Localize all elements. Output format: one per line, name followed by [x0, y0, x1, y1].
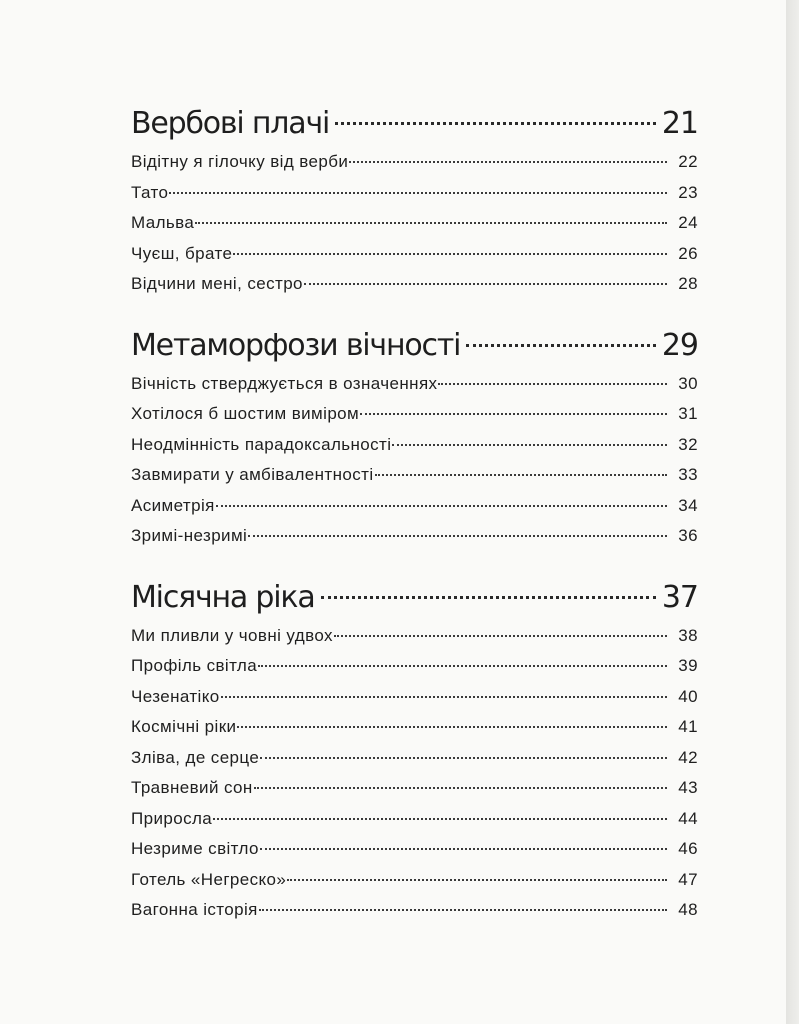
dot-leader	[259, 909, 667, 911]
section-header[interactable]	[131, 322, 698, 369]
entry-title: Тато	[131, 182, 169, 202]
dot-leader	[321, 596, 656, 599]
dot-leader	[213, 818, 667, 820]
entry-page-number: 48	[678, 900, 698, 919]
section-title: Місячна ріка	[131, 579, 315, 615]
entry-page-number: 39	[678, 656, 698, 675]
toc-entry[interactable]	[131, 773, 698, 804]
toc-entry[interactable]	[131, 682, 698, 713]
toc-entry[interactable]	[131, 460, 698, 491]
toc-entry[interactable]	[131, 147, 698, 178]
table-of-contents	[131, 100, 698, 948]
toc-entry[interactable]	[131, 178, 698, 209]
section-header[interactable]	[131, 574, 698, 621]
toc-entry[interactable]	[131, 865, 698, 896]
toc-entry[interactable]	[131, 369, 698, 400]
entry-title: Космічні ріки	[131, 717, 237, 736]
dot-leader	[335, 122, 656, 125]
entry-page-number: 38	[678, 625, 698, 645]
dot-leader	[392, 444, 667, 446]
entry-page-number: 28	[678, 274, 698, 293]
dot-leader	[248, 535, 667, 537]
section-title-wrap	[131, 574, 315, 626]
entry-title: Зліва, де серце	[131, 747, 260, 767]
section-title: Вербові плачі	[131, 106, 330, 141]
dot-leader	[304, 283, 667, 285]
dot-leader	[438, 383, 667, 385]
dot-leader	[216, 505, 667, 507]
section-page-number: 21	[661, 106, 698, 141]
toc-entry[interactable]	[131, 521, 698, 552]
section-page-number: 37	[661, 579, 698, 615]
toc-entry[interactable]	[131, 895, 698, 926]
entry-page-number: 36	[678, 526, 698, 545]
dot-leader	[258, 665, 667, 667]
dot-leader	[334, 635, 667, 637]
entry-page-number: 47	[678, 869, 698, 889]
entry-title: Ми пливли у човні удвох	[131, 625, 333, 645]
section-header[interactable]	[131, 100, 698, 147]
section-title-wrap	[131, 100, 329, 152]
dot-leader	[287, 879, 667, 881]
entry-title: Асиметрія	[131, 495, 215, 515]
toc-entry[interactable]	[131, 834, 698, 865]
toc-section	[131, 574, 698, 926]
entry-title: Вічність стверджується в означеннях	[131, 373, 438, 393]
entry-page-number: 32	[678, 434, 698, 454]
entry-page-number: 31	[678, 404, 698, 423]
toc-entry[interactable]	[131, 743, 698, 774]
dot-leader	[221, 696, 667, 698]
entry-title: Зримі-незримі	[131, 526, 248, 545]
entry-title: Хотілося б шостим виміром	[131, 404, 360, 423]
entry-page-number: 41	[678, 717, 698, 736]
toc-entry[interactable]	[131, 399, 698, 430]
dot-leader	[260, 757, 667, 759]
dot-leader	[349, 161, 667, 163]
entry-title: Мальва	[131, 213, 195, 232]
entry-page-number: 43	[678, 778, 698, 797]
entry-title: Готель «Негреско»	[131, 869, 287, 889]
entry-title: Приросла	[131, 808, 213, 828]
entry-page-number: 42	[678, 747, 698, 767]
toc-entry[interactable]	[131, 491, 698, 522]
toc-entry[interactable]	[131, 651, 698, 682]
toc-entry[interactable]	[131, 430, 698, 461]
entry-title: Неодмінність парадоксальності	[131, 434, 392, 454]
dot-leader	[169, 192, 667, 194]
toc-section	[131, 322, 698, 552]
dot-leader	[466, 344, 656, 347]
entry-title: Профіль світла	[131, 656, 258, 675]
entry-title: Завмирати у амбівалентності	[131, 465, 374, 484]
dot-leader	[260, 848, 667, 850]
entry-page-number: 23	[678, 182, 698, 202]
toc-entry[interactable]	[131, 621, 698, 652]
dot-leader	[237, 726, 667, 728]
dot-leader	[360, 413, 667, 415]
dot-leader	[195, 222, 667, 224]
entry-page-number: 33	[678, 465, 698, 484]
entry-title: Вагонна історія	[131, 900, 258, 919]
entry-page-number: 24	[678, 213, 698, 232]
section-page-number: 29	[661, 327, 698, 363]
page-edge	[786, 0, 799, 1024]
entry-title: Травневий сон	[131, 778, 253, 797]
toc-entry[interactable]	[131, 712, 698, 743]
entry-title: Відітну я гілочку від верби	[131, 152, 349, 171]
section-title: Метаморфози вічності	[131, 327, 461, 363]
dot-leader	[254, 787, 667, 789]
entry-page-number: 40	[678, 686, 698, 706]
entry-page-number: 22	[678, 152, 698, 171]
entry-page-number: 44	[678, 808, 698, 828]
toc-section	[131, 100, 698, 300]
entry-page-number: 30	[678, 373, 698, 393]
dot-leader	[375, 474, 667, 476]
toc-entry[interactable]	[131, 239, 698, 270]
toc-entry[interactable]	[131, 804, 698, 835]
toc-entry[interactable]	[131, 208, 698, 239]
section-title-wrap	[131, 322, 460, 374]
toc-entry[interactable]	[131, 269, 698, 300]
dot-leader	[233, 253, 667, 255]
entry-page-number: 26	[678, 243, 698, 263]
entry-title: Чезенатіко	[131, 686, 220, 706]
entry-title: Чуєш, брате	[131, 243, 233, 263]
entry-page-number: 46	[678, 839, 698, 858]
entry-title: Відчини мені, сестро	[131, 274, 303, 293]
entry-title: Незриме світло	[131, 839, 259, 858]
entry-page-number: 34	[678, 495, 698, 515]
